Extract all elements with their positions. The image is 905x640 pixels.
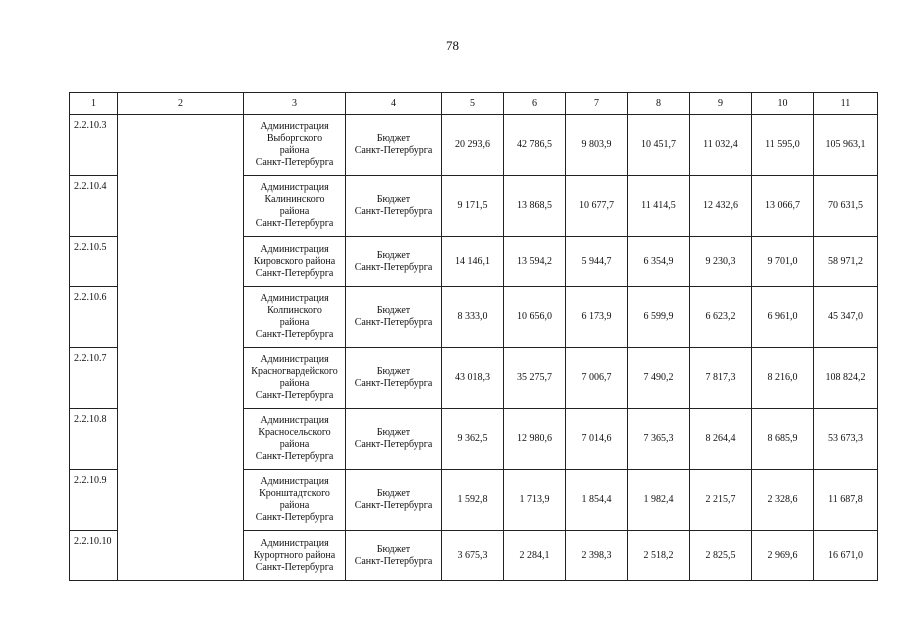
- value-cell: 6 173,9: [566, 287, 628, 348]
- table-row: [70, 176, 878, 237]
- executor-cell: [244, 470, 346, 531]
- executor-cell: [244, 409, 346, 470]
- value-cell: 7 014,6: [566, 409, 628, 470]
- executor-line: района: [279, 500, 310, 511]
- value-cell: 13 594,2: [504, 237, 566, 287]
- value-cell: 105 963,1: [814, 115, 878, 176]
- value-cell: 45 347,0: [814, 287, 878, 348]
- executor-line: Выборгского: [266, 133, 323, 144]
- executor-line: района: [279, 317, 310, 328]
- funding-source-line: Санкт-Петербурга: [354, 378, 433, 389]
- table-row: [70, 115, 878, 176]
- value-cell: 1 854,4: [566, 470, 628, 531]
- executor-line: района: [279, 439, 310, 450]
- value-cell: 13 066,7: [752, 176, 814, 237]
- executor-line: Кировского района: [253, 255, 336, 267]
- row-code: 2.2.10.9: [70, 470, 118, 531]
- funding-source-line: Бюджет: [376, 305, 411, 316]
- value-cell: 6 599,9: [628, 287, 690, 348]
- funding-source-line: Бюджет: [376, 366, 411, 377]
- executor-line: Красногвардейского: [251, 366, 338, 377]
- table-row: [70, 237, 878, 287]
- value-cell: 10 677,7: [566, 176, 628, 237]
- page-number: 78: [446, 38, 459, 53]
- executor-cell: [244, 237, 346, 287]
- value-cell: 7 817,3: [690, 348, 752, 409]
- funding-source-line: Бюджет: [376, 194, 411, 205]
- header-cell: 7: [566, 93, 628, 115]
- table-row: [70, 470, 878, 531]
- executor-line: Кронштадтского: [259, 488, 330, 499]
- executor-line: Администрация: [260, 415, 329, 426]
- executor-line: Санкт-Петербурга: [255, 267, 334, 279]
- value-cell: 11 414,5: [628, 176, 690, 237]
- header-cell: 4: [346, 93, 442, 115]
- executor-cell: [244, 176, 346, 237]
- value-cell: 2 969,6: [752, 531, 814, 581]
- funding-source-cell: [346, 531, 442, 581]
- row-code: 2.2.10.3: [70, 115, 118, 176]
- header-cell: 3: [244, 93, 346, 115]
- executor-line: Санкт-Петербурга: [255, 512, 334, 523]
- value-cell: 14 146,1: [442, 237, 504, 287]
- value-cell: 8 216,0: [752, 348, 814, 409]
- value-cell: 7 006,7: [566, 348, 628, 409]
- header-cell: 11: [814, 93, 878, 115]
- value-cell: 2 825,5: [690, 531, 752, 581]
- value-cell: 70 631,5: [814, 176, 878, 237]
- executor-line: Санкт-Петербурга: [255, 157, 334, 168]
- empty-cell: [118, 531, 244, 581]
- value-cell: 12 980,6: [504, 409, 566, 470]
- funding-source-cell: [346, 237, 442, 287]
- value-cell: 10 451,7: [628, 115, 690, 176]
- value-cell: 10 656,0: [504, 287, 566, 348]
- header-cell: 1: [70, 93, 118, 115]
- funding-source-cell: [346, 176, 442, 237]
- value-cell: 7 365,3: [628, 409, 690, 470]
- executor-line: Санкт-Петербурга: [255, 561, 334, 573]
- header-row: [70, 93, 878, 115]
- executor-line: Санкт-Петербурга: [255, 451, 334, 462]
- empty-cell: [118, 237, 244, 287]
- executor-line: Администрация: [260, 537, 329, 549]
- row-code: 2.2.10.6: [70, 287, 118, 348]
- executor-line: Санкт-Петербурга: [255, 390, 334, 401]
- value-cell: 20 293,6: [442, 115, 504, 176]
- funding-source-line: Санкт-Петербурга: [354, 206, 433, 217]
- value-cell: 1 592,8: [442, 470, 504, 531]
- table-row: [70, 287, 878, 348]
- funding-source-line: Санкт-Петербурга: [354, 500, 433, 511]
- empty-cell: [118, 348, 244, 409]
- funding-source-cell: [346, 348, 442, 409]
- funding-source-line: Бюджет: [376, 133, 411, 144]
- funding-source-line: Санкт-Петербурга: [354, 555, 433, 567]
- value-cell: 8 333,0: [442, 287, 504, 348]
- value-cell: 42 786,5: [504, 115, 566, 176]
- value-cell: 9 171,5: [442, 176, 504, 237]
- empty-cell: [118, 409, 244, 470]
- executor-line: Курортного района: [253, 549, 336, 561]
- executor-line: Калининского: [264, 194, 325, 205]
- row-code: 2.2.10.10: [70, 531, 118, 581]
- funding-source-line: Санкт-Петербурга: [354, 145, 433, 156]
- value-cell: 13 868,5: [504, 176, 566, 237]
- value-cell: 6 354,9: [628, 237, 690, 287]
- table-row: [70, 531, 878, 581]
- value-cell: 2 284,1: [504, 531, 566, 581]
- funding-source-cell: [346, 470, 442, 531]
- header-cell: 2: [118, 93, 244, 115]
- executor-cell: [244, 348, 346, 409]
- table-body: [70, 115, 878, 581]
- value-cell: 2 518,2: [628, 531, 690, 581]
- row-code: 2.2.10.8: [70, 409, 118, 470]
- row-code: 2.2.10.7: [70, 348, 118, 409]
- value-cell: 8 264,4: [690, 409, 752, 470]
- value-cell: 2 215,7: [690, 470, 752, 531]
- empty-cell: [118, 470, 244, 531]
- funding-source-line: Санкт-Петербурга: [354, 261, 433, 273]
- value-cell: 9 230,3: [690, 237, 752, 287]
- value-cell: 1 713,9: [504, 470, 566, 531]
- executor-line: района: [279, 206, 310, 217]
- value-cell: 58 971,2: [814, 237, 878, 287]
- executor-line: Колпинского: [267, 305, 322, 316]
- funding-source-cell: [346, 115, 442, 176]
- funding-source-cell: [346, 287, 442, 348]
- value-cell: 16 671,0: [814, 531, 878, 581]
- funding-source-cell: [346, 409, 442, 470]
- value-cell: 7 490,2: [628, 348, 690, 409]
- executor-line: Санкт-Петербурга: [255, 218, 334, 229]
- value-cell: 2 328,6: [752, 470, 814, 531]
- value-cell: 9 362,5: [442, 409, 504, 470]
- executor-cell: [244, 287, 346, 348]
- value-cell: 108 824,2: [814, 348, 878, 409]
- empty-cell: [118, 287, 244, 348]
- empty-cell: [118, 176, 244, 237]
- header-cell: 9: [690, 93, 752, 115]
- empty-cell: [118, 115, 244, 176]
- value-cell: 53 673,3: [814, 409, 878, 470]
- executor-line: Администрация: [260, 182, 329, 193]
- row-code: 2.2.10.5: [70, 237, 118, 287]
- value-cell: 43 018,3: [442, 348, 504, 409]
- header-cell: 10: [752, 93, 814, 115]
- value-cell: 8 685,9: [752, 409, 814, 470]
- value-cell: 11 032,4: [690, 115, 752, 176]
- funding-source-line: Санкт-Петербурга: [354, 317, 433, 328]
- value-cell: 5 944,7: [566, 237, 628, 287]
- executor-line: Администрация: [260, 293, 329, 304]
- value-cell: 6 961,0: [752, 287, 814, 348]
- budget-table: [69, 92, 878, 581]
- header-cell: 8: [628, 93, 690, 115]
- executor-line: района: [279, 145, 310, 156]
- funding-source-line: Бюджет: [376, 543, 411, 555]
- value-cell: 2 398,3: [566, 531, 628, 581]
- value-cell: 9 701,0: [752, 237, 814, 287]
- executor-line: района: [279, 378, 310, 389]
- executor-cell: [244, 531, 346, 581]
- header-cell: 5: [442, 93, 504, 115]
- executor-cell: [244, 115, 346, 176]
- value-cell: 3 675,3: [442, 531, 504, 581]
- executor-line: Администрация: [260, 121, 329, 132]
- value-cell: 9 803,9: [566, 115, 628, 176]
- value-cell: 35 275,7: [504, 348, 566, 409]
- value-cell: 11 595,0: [752, 115, 814, 176]
- value-cell: 6 623,2: [690, 287, 752, 348]
- executor-line: Администрация: [260, 243, 329, 255]
- table-row: [70, 409, 878, 470]
- executor-line: Красносельского: [258, 427, 331, 438]
- value-cell: 1 982,4: [628, 470, 690, 531]
- executor-line: Администрация: [260, 354, 329, 365]
- funding-source-line: Бюджет: [376, 427, 411, 438]
- table-row: [70, 348, 878, 409]
- value-cell: 12 432,6: [690, 176, 752, 237]
- funding-source-line: Бюджет: [376, 249, 411, 261]
- header-cell: 6: [504, 93, 566, 115]
- funding-source-line: Санкт-Петербурга: [354, 439, 433, 450]
- executor-line: Санкт-Петербурга: [255, 329, 334, 340]
- funding-source-line: Бюджет: [376, 488, 411, 499]
- executor-line: Администрация: [260, 476, 329, 487]
- value-cell: 11 687,8: [814, 470, 878, 531]
- row-code: 2.2.10.4: [70, 176, 118, 237]
